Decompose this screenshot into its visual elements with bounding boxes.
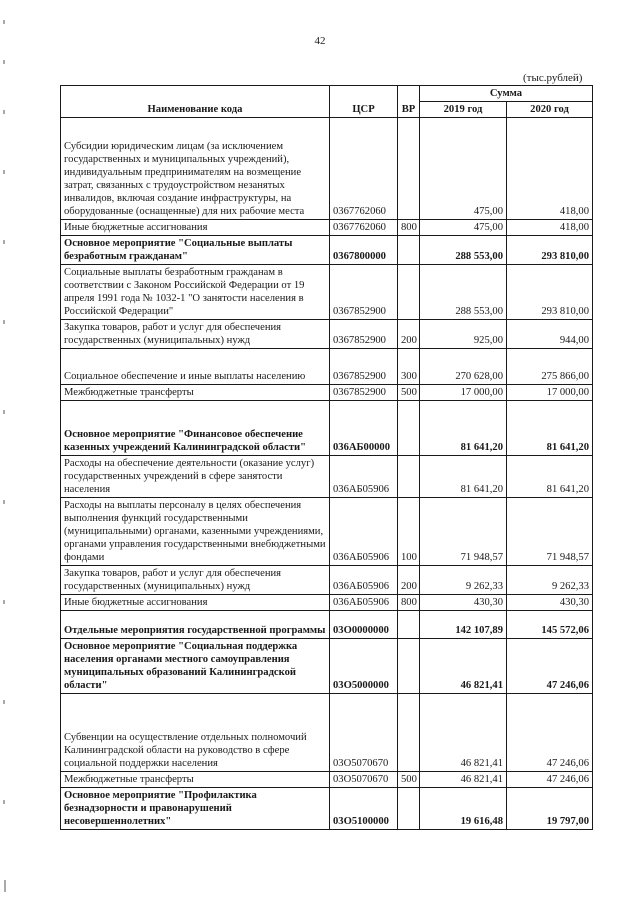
row-amount-2019: 288 553,00 — [420, 265, 507, 320]
row-amount-2020: 47 246,06 — [507, 639, 593, 694]
row-amount-2020: 47 246,06 — [507, 694, 593, 772]
row-vr — [398, 788, 420, 830]
row-name: Социальное обеспечение и иные выплаты населению — [61, 349, 330, 385]
row-vr: 100 — [398, 498, 420, 566]
row-name: Иные бюджетные ассигнования — [61, 220, 330, 236]
table-row — [61, 595, 593, 611]
row-vr — [398, 118, 420, 220]
row-amount-2020: 81 641,20 — [507, 456, 593, 498]
row-amount-2019: 475,00 — [420, 118, 507, 220]
row-amount-2020: 17 000,00 — [507, 385, 593, 401]
row-csr: 03О5000000 — [330, 639, 398, 694]
row-amount-2019: 925,00 — [420, 320, 507, 349]
row-csr: 036АБ05906 — [330, 456, 398, 498]
header-vr: ВР — [398, 86, 420, 118]
header-csr: ЦСР — [330, 86, 398, 118]
row-vr: 500 — [398, 772, 420, 788]
row-vr: 200 — [398, 320, 420, 349]
row-vr: 800 — [398, 595, 420, 611]
row-amount-2020: 9 262,33 — [507, 566, 593, 595]
table-row — [61, 694, 593, 772]
table-row — [61, 772, 593, 788]
table-row — [61, 401, 593, 456]
row-amount-2020: 19 797,00 — [507, 788, 593, 830]
row-csr: 03О5100000 — [330, 788, 398, 830]
row-amount-2019: 475,00 — [420, 220, 507, 236]
row-amount-2020: 418,00 — [507, 118, 593, 220]
row-amount-2019: 9 262,33 — [420, 566, 507, 595]
row-name: Основное мероприятие "Социальная поддержка населения органами местного самоуправления муниципальных образований Калининградской области" — [61, 639, 330, 694]
row-csr: 03О5070670 — [330, 694, 398, 772]
row-amount-2019: 270 628,00 — [420, 349, 507, 385]
table-row — [61, 349, 593, 385]
row-name: Отдельные мероприятия государственной программы — [61, 611, 330, 639]
row-name: Основное мероприятие "Социальные выплаты безработным гражданам" — [61, 236, 330, 265]
table-row — [61, 566, 593, 595]
row-vr: 800 — [398, 220, 420, 236]
row-vr: 300 — [398, 349, 420, 385]
row-name: Закупка товаров, работ и услуг для обеспечения государственных (муниципальных) нужд — [61, 566, 330, 595]
row-amount-2020: 145 572,06 — [507, 611, 593, 639]
row-amount-2020: 275 866,00 — [507, 349, 593, 385]
row-amount-2019: 71 948,57 — [420, 498, 507, 566]
row-csr: 0367852900 — [330, 320, 398, 349]
table-row — [61, 265, 593, 320]
header-name: Наименование кода — [61, 86, 330, 118]
row-name: Межбюджетные трансферты — [61, 772, 330, 788]
row-vr — [398, 639, 420, 694]
row-csr: 0367800000 — [330, 236, 398, 265]
row-amount-2019: 142 107,89 — [420, 611, 507, 639]
row-csr: 03О0000000 — [330, 611, 398, 639]
row-name: Иные бюджетные ассигнования — [61, 595, 330, 611]
scan-edge-marks — [0, 0, 12, 905]
table-row — [61, 788, 593, 830]
header-year-2020: 2020 год — [507, 102, 593, 118]
row-vr — [398, 694, 420, 772]
row-amount-2020: 293 810,00 — [507, 236, 593, 265]
row-csr: 0367762060 — [330, 118, 398, 220]
table-row — [61, 236, 593, 265]
table-row — [61, 220, 593, 236]
row-name: Межбюджетные трансферты — [61, 385, 330, 401]
row-amount-2019: 81 641,20 — [420, 401, 507, 456]
table-row — [61, 639, 593, 694]
row-name: Основное мероприятие "Профилактика безнадзорности и правонарушений несовершеннолетних" — [61, 788, 330, 830]
row-csr: 036АБ05906 — [330, 595, 398, 611]
row-amount-2019: 19 616,48 — [420, 788, 507, 830]
row-name: Социальные выплаты безработным гражданам в соответствии с Законом Российской Федерации от 19 апреля 1991 года № 1032-1 "О занятости населения в Российской Федерации" — [61, 265, 330, 320]
page-number: 42 — [314, 35, 326, 47]
row-amount-2020: 81 641,20 — [507, 401, 593, 456]
table-row — [61, 118, 593, 220]
row-csr: 036АБ05906 — [330, 498, 398, 566]
row-csr: 0367852900 — [330, 385, 398, 401]
budget-table — [60, 85, 593, 830]
row-amount-2019: 46 821,41 — [420, 694, 507, 772]
row-amount-2020: 944,00 — [507, 320, 593, 349]
row-amount-2020: 71 948,57 — [507, 498, 593, 566]
row-csr: 036АБ05906 — [330, 566, 398, 595]
row-name: Субсидии юридическим лицам (за исключением государственных и муниципальных учреждений), индивидуальным предпринимателям на возмещение затрат, связанных с трудоустройством незанятых инвалидов, включая создание инфраструктуры, на оборудованные (оснащенные) для них рабочие места — [61, 118, 330, 220]
row-vr — [398, 456, 420, 498]
row-vr — [398, 236, 420, 265]
table-row — [61, 611, 593, 639]
row-name: Расходы на выплаты персоналу в целях обеспечения выполнения функций государственными (муниципальными) органами, казенными учреждениями, органами управления государственными внебюджетными фондами — [61, 498, 330, 566]
row-vr — [398, 265, 420, 320]
row-amount-2019: 288 553,00 — [420, 236, 507, 265]
row-name: Закупка товаров, работ и услуг для обеспечения государственных (муниципальных) нужд — [61, 320, 330, 349]
row-name: Субвенции на осуществление отдельных полномочий Калининградской области на руководство в сфере социальной поддержки населения — [61, 694, 330, 772]
table-row — [61, 320, 593, 349]
row-name: Основное мероприятие "Финансовое обеспечение казенных учреждений Калининградской области" — [61, 401, 330, 456]
row-csr: 03О5070670 — [330, 772, 398, 788]
row-name: Расходы на обеспечение деятельности (оказание услуг) государственных учреждений в сфере занятости населения — [61, 456, 330, 498]
row-vr: 200 — [398, 566, 420, 595]
units-label: (тыс.рублей) — [523, 72, 583, 84]
row-amount-2019: 46 821,41 — [420, 772, 507, 788]
row-vr — [398, 611, 420, 639]
header-sum: Сумма — [420, 86, 593, 102]
row-csr: 036АБ00000 — [330, 401, 398, 456]
table-row — [61, 498, 593, 566]
row-amount-2020: 430,30 — [507, 595, 593, 611]
row-vr: 500 — [398, 385, 420, 401]
row-vr — [398, 401, 420, 456]
header-year-2019: 2019 год — [420, 102, 507, 118]
table-row — [61, 385, 593, 401]
row-amount-2019: 46 821,41 — [420, 639, 507, 694]
table-row — [61, 456, 593, 498]
row-amount-2020: 47 246,06 — [507, 772, 593, 788]
row-amount-2020: 418,00 — [507, 220, 593, 236]
row-csr: 0367762060 — [330, 220, 398, 236]
row-amount-2019: 17 000,00 — [420, 385, 507, 401]
row-amount-2019: 81 641,20 — [420, 456, 507, 498]
row-amount-2019: 430,30 — [420, 595, 507, 611]
row-csr: 0367852900 — [330, 349, 398, 385]
row-amount-2020: 293 810,00 — [507, 265, 593, 320]
row-csr: 0367852900 — [330, 265, 398, 320]
